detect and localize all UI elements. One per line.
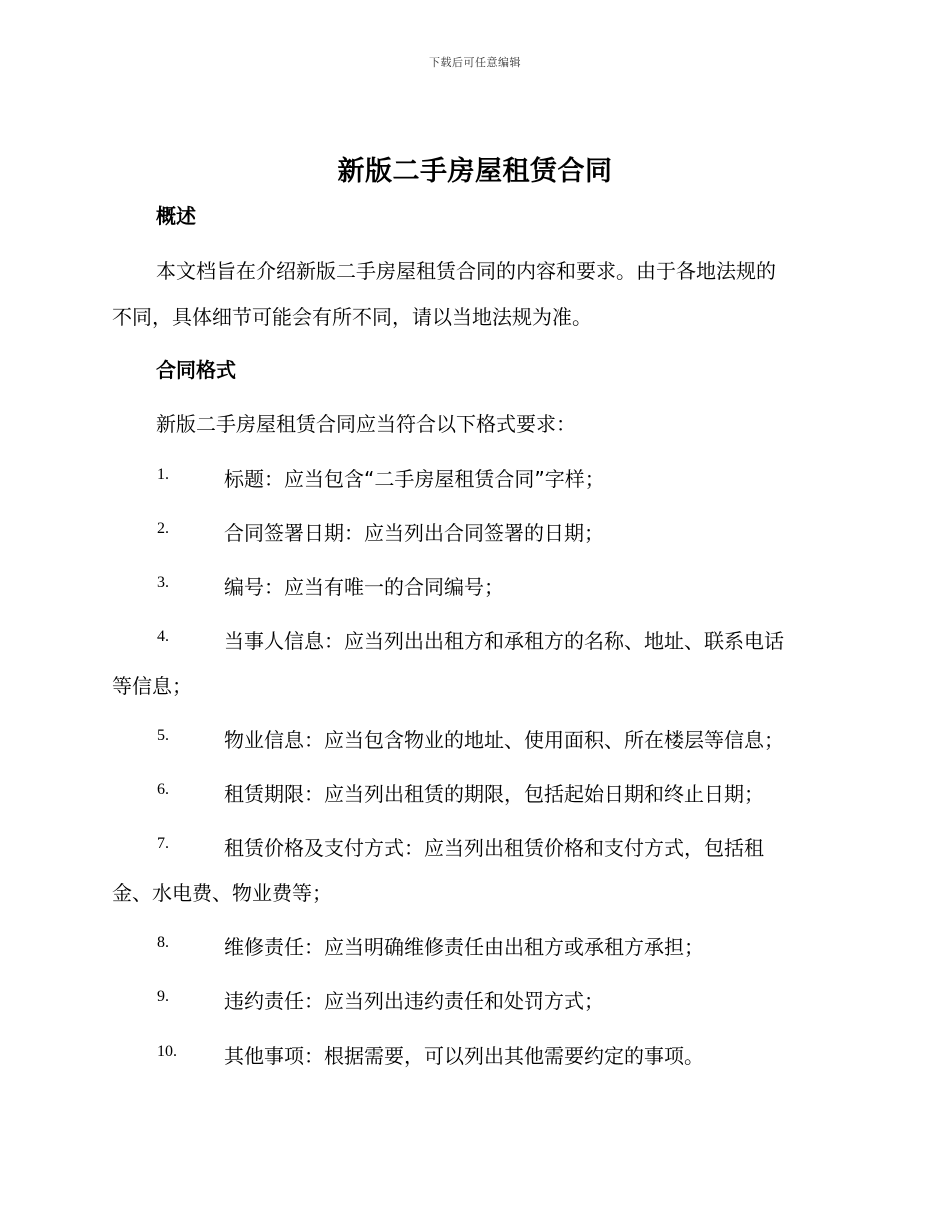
format-intro: 新版二手房屋租赁合同应当符合以下格式要求： [156,412,576,436]
list-item-text: 当事人信息：应当列出出租方和承租方的名称、地址、联系电话 [224,629,784,653]
list-item-number: 2. [157,520,169,537]
overview-body-line-1: 本文档旨在介绍新版二手房屋租赁合同的内容和要求。由于各地法规的 [156,259,776,283]
list-item-number: 7. [157,835,169,852]
list-item-number: 4. [157,628,169,645]
list-item-text: 违约责任：应当列出违约责任和处罚方式； [224,989,604,1013]
section-heading-overview: 概述 [156,204,196,228]
list-item-text: 合同签署日期：应当列出合同签署的日期； [224,521,604,545]
list-item-number: 8. [157,934,169,951]
list-item-text: 其他事项：根据需要，可以列出其他需要约定的事项。 [224,1044,704,1068]
list-item-text: 物业信息：应当包含物业的地址、使用面积、所在楼层等信息； [224,728,784,752]
overview-body-line-2: 不同，具体细节可能会有所不同，请以当地法规为准。 [112,305,592,329]
list-item-number: 6. [157,781,169,798]
list-item-text: 租赁期限：应当列出租赁的期限，包括起始日期和终止日期； [224,782,764,806]
list-item-continuation: 金、水电费、物业费等； [112,881,332,905]
list-item-number: 10. [157,1043,177,1060]
list-item-text: 租赁价格及支付方式：应当列出租赁价格和支付方式，包括租 [224,836,764,860]
list-item-continuation: 等信息； [112,674,192,698]
list-item-number: 3. [157,574,169,591]
list-item-text: 标题：应当包含“二手房屋租赁合同”字样； [224,467,605,491]
section-heading-format: 合同格式 [156,358,236,382]
list-item-number: 1. [157,466,169,483]
list-item-number: 9. [157,988,169,1005]
list-item-number: 5. [157,727,169,744]
list-item-text: 编号：应当有唯一的合同编号； [224,575,504,599]
list-item-text: 维修责任：应当明确维修责任由出租方或承租方承担； [224,935,704,959]
header-note: 下载后可任意编辑 [429,56,521,69]
page-title: 新版二手房屋租赁合同 [337,156,613,187]
